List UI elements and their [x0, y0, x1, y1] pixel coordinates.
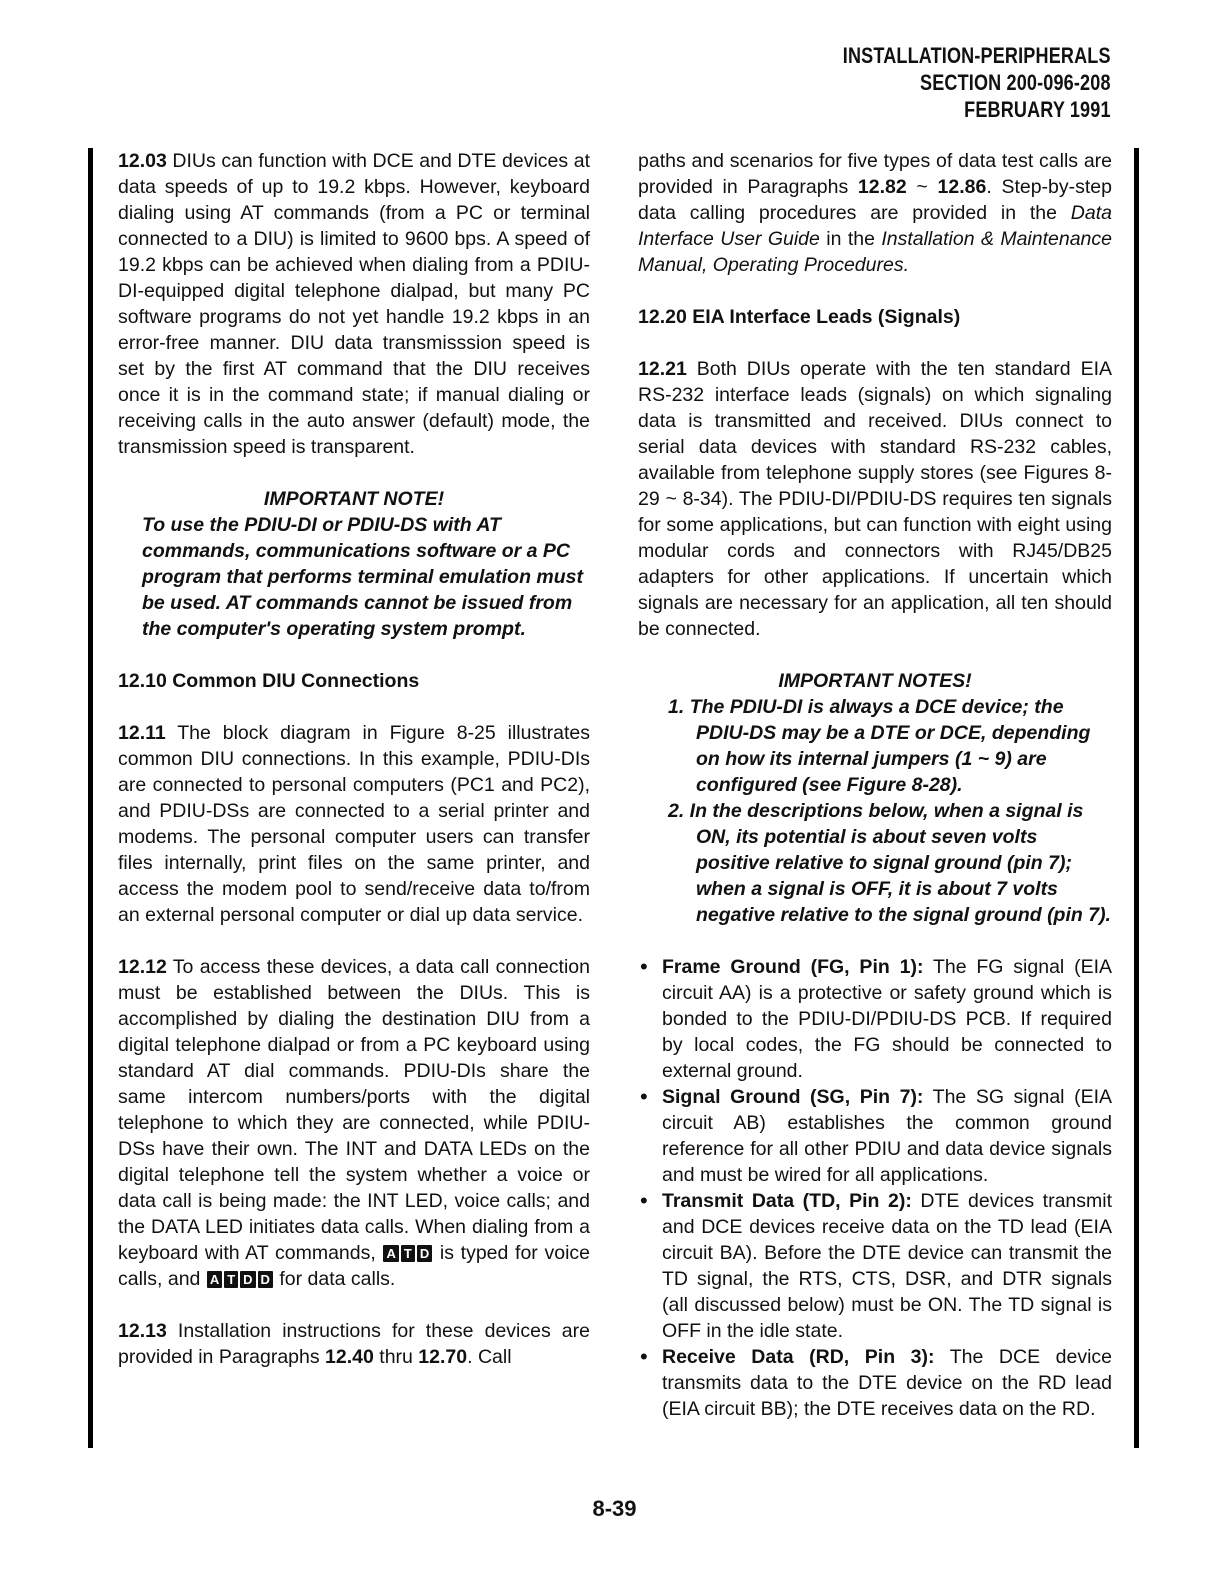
paragraph-text-end: for data calls.	[273, 1268, 396, 1290]
signal-list	[638, 954, 1112, 1422]
list-item	[638, 1188, 1112, 1344]
signal-label: Transmit Data (TD, Pin 2):	[662, 1190, 912, 1212]
paragraph-continuation	[638, 148, 1112, 278]
paragraph-12-13	[118, 1318, 590, 1370]
important-notes	[638, 668, 1112, 928]
text: . Step-by-step data calling procedures are provided in the	[638, 176, 1113, 224]
paragraph-text: DIUs can function with DCE and DTE devices at data speeds of up to 19.2 kbps. However, keyboard dialing using AT commands (from a PC or terminal connected to a DIU) is limited to 9600 bps. A speed of 19.2 kbps can be achieved when dialing from a PDIU-DI-equipped digital telephone dialpad, but many PC software programs do not yet handle 19.2 kbps in an error-free manner. DIU data transmisssion speed is set by the first AT command that the DIU receives once it is in the command state; if manual dialing or receiving calls in the auto answer (default) mode, the transmission speed is transparent.	[118, 150, 590, 458]
signal-text: DTE devices transmit and DCE devices receive data on the TD lead (EIA circuit BA). Before the DTE device can transmit the TD signal, the RTS, CTS, DSR, and DTR signals (all discussed below) must be ON. The TD signal is OFF in the idle state.	[662, 1190, 1112, 1342]
list-item	[638, 1344, 1112, 1422]
important-note	[118, 486, 590, 642]
signal-label: Signal Ground (SG, Pin 7):	[662, 1086, 924, 1108]
note-item-1: 1. The PDIU-DI is always a DCE device; the PDIU-DS may be a DTE or DCE, depending on how its internal jumpers (1 ~ 9) are configured (see Figure 8-28).	[668, 696, 1091, 796]
paragraph-number: 12.13	[118, 1320, 167, 1342]
note-body: To use the PDIU-DI or PDIU-DS with AT commands, communications software or a PC program that performs terminal emulation must be used. AT commands cannot be issued from the computer's operating system prompt.	[142, 514, 583, 640]
paragraph-12-12	[118, 954, 590, 1292]
doc-title: Installation & Maintenance Manual, Operating Procedures.	[638, 228, 1112, 276]
paragraph-text: To access these devices, a data call connection must be established between the DIUs. This is accomplished by dialing the destination DIU from a digital telephone dialpad or from a PC keyboard using standard AT dial commands. PDIU-DIs share the same intercom numbers/ports with the digital telephone to which they are connected, while PDIU-DSs have their own. The INT and DATA LEDs on the digital telephone tell the system whether a voice or data call is being made: the INT LED, voice calls; and the DATA LED initiates data calls. When dialing from a keyboard with AT commands,	[118, 956, 590, 1264]
note-title: IMPORTANT NOTE!	[263, 488, 445, 510]
paragraph-text-mid: is typed for voice calls, and	[118, 1242, 590, 1290]
text: ~	[906, 176, 938, 198]
notes-title: IMPORTANT NOTES!	[778, 670, 972, 692]
paragraph-12-03	[118, 148, 590, 460]
page-header	[843, 42, 1111, 123]
paragraph-number: 12.03	[118, 150, 167, 172]
section-heading-12-20: 12.20 EIA Interface Leads (Signals)	[638, 306, 961, 328]
key-d: D	[240, 1271, 255, 1288]
paragraph-ref: 12.82	[857, 176, 907, 198]
paragraph-ref: 12.40	[325, 1346, 374, 1368]
right-revision-bar	[1134, 148, 1139, 1448]
header-section: SECTION 200-096-208	[920, 70, 1111, 95]
section-heading-12-10: 12.10 Common DIU Connections	[118, 670, 420, 692]
paragraph-number: 12.12	[118, 956, 167, 978]
key-t: T	[224, 1271, 238, 1288]
paragraph-12-11	[118, 720, 590, 928]
doc-title: Data Interface User Guide	[638, 202, 1112, 250]
right-column	[638, 148, 1112, 1422]
paragraph-12-21	[638, 356, 1112, 642]
text: paths and scenarios for five types of data test calls are provided in Paragraphs	[638, 150, 1112, 198]
paragraph-number: 12.21	[638, 358, 687, 380]
paragraph-number: 12.11	[118, 722, 166, 744]
paragraph-text: Installation instructions for these devices are provided in Paragraphs	[118, 1320, 590, 1368]
paragraph-text-end: . Call	[467, 1346, 512, 1368]
notes-list	[638, 694, 1112, 928]
paragraph-ref: 12.86	[937, 176, 987, 198]
key-t: T	[401, 1245, 415, 1262]
list-item	[638, 954, 1112, 1084]
signal-text: The FG signal (EIA circuit AA) is a protective or safety ground which is bonded to the PDIU-DI/PDIU-DS PCB. If required by local codes, the FG should be connected to external ground.	[662, 956, 1113, 1082]
signal-label: Frame Ground (FG, Pin 1):	[662, 956, 924, 978]
list-item	[638, 1084, 1112, 1188]
key-d: D	[258, 1271, 273, 1288]
header-date: FEBRUARY 1991	[964, 97, 1111, 122]
signal-text: The DCE device transmits data to the DTE device on the RD lead (EIA circuit BB); the DTE receives data on the RD.	[662, 1346, 1113, 1420]
paragraph-text: Both DIUs operate with the ten standard EIA RS-232 interface leads (signals) on which signaling data is transmitted and received. DIUs connect to serial data devices with standard RS-232 cables, available from telephone supply stores (see Figures 8-29 ~ 8-34). The PDIU-DI/PDIU-DS requires ten signals for some applications, but can function with eight using modular cords and connectors with RJ45/DB25 adapters for other applications. If uncertain which signals are necessary for an application, all ten should be connected.	[638, 358, 1112, 640]
paragraph-text-mid: thru	[373, 1346, 419, 1368]
header-title: INSTALLATION-PERIPHERALS	[843, 43, 1111, 68]
paragraph-ref: 12.70	[418, 1346, 468, 1368]
key-a: A	[207, 1271, 222, 1288]
key-d: D	[417, 1245, 432, 1262]
paragraph-text: The block diagram in Figure 8-25 illustrates common DIU connections. In this example, PDIU-DIs are connected to personal computers (PC1 and PC2), and PDIU-DSs are connected to a serial printer and modems. The personal computer users can transfer files internally, print files on the same printer, and access the modem pool to send/receive data to/from an external personal computer or dial up data service.	[118, 722, 590, 926]
page-number: 8-39	[592, 1496, 637, 1521]
left-column	[118, 148, 590, 1396]
note-item-2: 2. In the descriptions below, when a signal is ON, its potential is about seven volts positive relative to signal ground (pin 7); when a signal is OFF, it is about 7 volts negative relative to the signal ground (pin 7).	[668, 800, 1111, 926]
left-revision-bar	[88, 148, 93, 1448]
signal-text: The SG signal (EIA circuit AB) establishes the common ground reference for all other PDIU and data device signals and must be wired for all applications.	[662, 1086, 1112, 1186]
key-a: A	[383, 1245, 398, 1262]
text: in the	[819, 228, 882, 250]
signal-label: Receive Data (RD, Pin 3):	[662, 1346, 935, 1368]
